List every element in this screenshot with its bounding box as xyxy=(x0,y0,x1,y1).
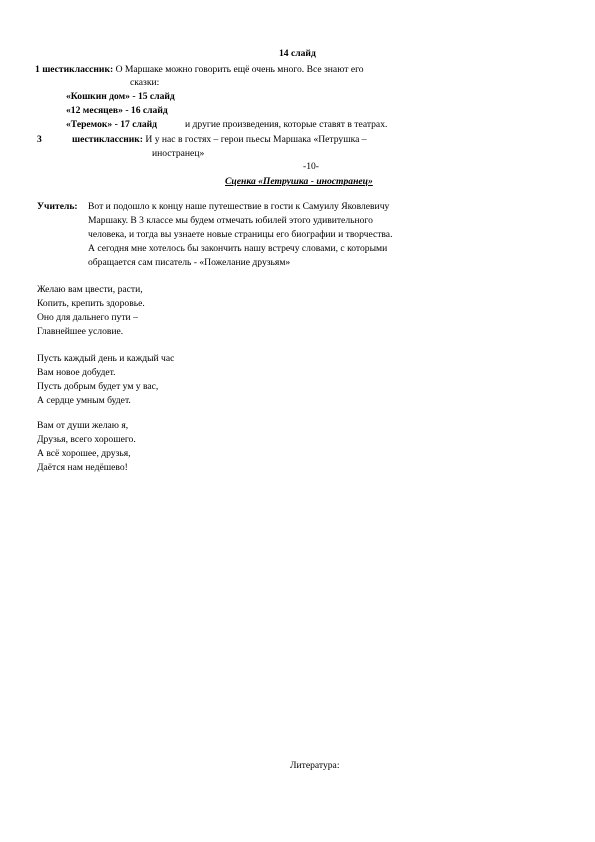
student1-text: О Маршаке можно говорить ещё очень много. Все знают его xyxy=(113,64,364,75)
slide-heading: 14 слайд xyxy=(279,48,316,59)
slide-item-rest: и другие произведения, которые ставят в театрах. xyxy=(185,119,388,130)
student3-cont: иностранец» xyxy=(152,148,205,159)
poem-line: Пусть добрым будет ум у вас, xyxy=(37,381,159,392)
poem-line: Пусть каждый день и каждый час xyxy=(37,353,175,364)
slide-item-title: «12 месяцев» xyxy=(66,105,123,116)
teacher-line: обращается сам писатель - «Пожелание друзьям» xyxy=(88,257,291,268)
student3-line xyxy=(72,134,367,146)
slide-item-ref: - 17 слайд xyxy=(112,119,158,130)
teacher-label: Учитель: xyxy=(37,201,78,212)
poem-line: Желаю вам цвести, расти, xyxy=(37,284,143,295)
literature-heading: Литература: xyxy=(290,760,340,771)
slide-item-title: «Теремок» xyxy=(66,119,113,130)
poem-line: Оно для дальнего пути – xyxy=(37,312,138,323)
teacher-line: А сегодня мне хотелось бы закончить нашу встречу словами, с которыми xyxy=(88,243,388,254)
slide-item xyxy=(66,105,168,117)
page-marker: -10- xyxy=(303,161,319,172)
poem-line: Главнейшее условие. xyxy=(37,326,124,337)
slide-item-ref: - 15 слайд xyxy=(129,91,175,102)
teacher-line: Маршаку. В 3 классе мы будем отмечать юбилей этого удивительного xyxy=(88,215,373,226)
poem-line: Даётся нам недёшево! xyxy=(37,462,128,473)
student1-line xyxy=(35,64,364,76)
student3-label: шестиклассник: xyxy=(72,134,143,145)
poem-line: А всё хорошее, друзья, xyxy=(37,448,131,459)
student1-label: 1 шестиклассник: xyxy=(35,64,114,75)
slide-item xyxy=(66,91,175,103)
student3-number: 3 xyxy=(37,134,42,145)
poem-line: Вам от души желаю я, xyxy=(37,420,129,431)
poem-line: А сердце умным будет. xyxy=(37,395,131,406)
teacher-line: Вот и подошло к концу наше путешествие в гости к Самуилу Яковлевичу xyxy=(88,201,390,212)
slide-item xyxy=(66,119,157,131)
poem-line: Вам новое добудет. xyxy=(37,367,116,378)
poem-line: Друзья, всего хорошего. xyxy=(37,434,136,445)
slide-item-ref: - 16 слайд xyxy=(122,105,168,116)
student1-cont: сказки: xyxy=(130,77,160,88)
slide-item-title: «Кошкин дом» xyxy=(66,91,130,102)
poem-line: Копить, крепить здоровье. xyxy=(37,298,145,309)
student3-text: И у нас в гостях – герои пьесы Маршака «Петрушка – xyxy=(142,134,367,145)
teacher-line: человека, и тогда вы узнаете новые страницы его биографии и творчества. xyxy=(88,229,393,240)
scene-title: Сценка «Петрушка - иностранец» xyxy=(225,176,373,187)
